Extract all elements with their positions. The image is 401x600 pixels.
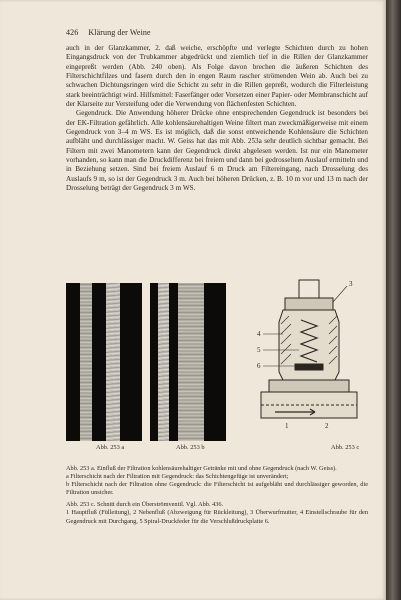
caption-253a: Abb. 253 a. Einfluß der Filtration kohlensäurehaltiger Getränke mit und ohne Gegendruck (nach W. Geiss).	[66, 465, 337, 472]
diagram-label-6: 6	[257, 362, 261, 370]
paragraph: auch in der Glanzkammer, 2. daß weiche, erschöpfte und verlegte Schichten durch zu hohen Eingangsdruck von der Trubkammer abgedrückt und ziemlich tief in die Rillen der Glanzkammer eingepreßt werden (Abb. 240 oben). Als Folge davon brechen die äußeren Schichten des Filterschichtfilzes und fasern durch den in engen Raum rascher strömenden Wein ab. Auch bei zu schwachen Dichtungsringen wird die Schicht zu sehr in die Rillen gepreßt, wodurch die Filterleistung stark beeinträchtigt wird. Hilfsmittel: Faserfänger oder Vorsetzen einer Papier- oder Membranschicht auf der Klarseite zur Versteifung oder die Verwendung von flächenfesten Schichten.	[66, 44, 368, 109]
diagram-label-2: 2	[325, 422, 329, 430]
figure-label-253c: Abb. 253 c	[331, 444, 360, 451]
figure-label-253b: Abb. 253 b	[176, 444, 205, 451]
caption-item-a: a Filterschicht nach der Filtration mit Gegendruck: das Schichtengefüge ist unverändert;	[66, 473, 289, 481]
diagram-label-3: 3	[349, 280, 353, 288]
diagram-label-5: 5	[257, 346, 261, 354]
running-header	[66, 28, 366, 37]
paragraph: Gegendruck. Die Anwendung höherer Drücke ohne entsprechenden Gegendruck ist besonders bei der EK-Filtration gefährlich. Alle kohlensäurehaltigen Weine filtert man zweckmäßigerweise mit einem Gegendruck von 3–4 m WS. Es ist möglich, daß die sonst entweichende Kohlensäure die Schichten aufbläht und durchlässiger macht. W. Geiss hat das mit Abb. 253a sehr deutlich sichtbar gemacht. Bei Filtern mit zwei Manometern kann der Gegendruck direkt abgelesen werden. Ist nur ein Manometer vorhanden, so kann man die Druckdifferenz bei freiem und dann bei gedrosseltem Auslauf ermitteln und in Beziehung setzen. Sind bei freiem Auslauf 6 m Druck am Filtereingang, nach Drosselung des Auslaufs 9 m, so ist der Gegendruck 3 m. Auch bei höheren Drücken, z. B. 10 m vor und 13 m nach der Drosselung beträgt der Gegendruck 3 m WS.	[66, 109, 368, 193]
book-spine	[386, 0, 401, 600]
filter-layer-photos	[66, 283, 226, 441]
figure-captions	[66, 465, 368, 526]
photo-253a	[66, 283, 142, 441]
figure-label-253a: Abb. 253 a	[96, 444, 125, 451]
caption-253c-legend: 1 Hauptfluß (Fülleitung), 2 Nebenfluß (Abzweigung für Rückleitung), 3 Überwurfmutter, 4 Einstellschraube für den Gegendruck mit Durchgang, 5 Spiral-Druckfeder für die Verschlußdruckplatte 6.	[66, 509, 368, 525]
diagram-label-4: 4	[257, 330, 261, 338]
running-title: Klärung der Weine	[88, 28, 151, 37]
valve-section-diagram	[255, 276, 367, 436]
photo-253b	[150, 283, 226, 441]
caption-253c: Abb. 253 c. Schnitt durch ein Überströmventil. Vgl. Abb. 436.	[66, 501, 224, 509]
body-text	[66, 44, 368, 194]
page-number: 426	[66, 28, 79, 37]
caption-item-b: b Filterschicht nach der Filtration ohne Gegendruck: die Filterschicht ist aufgebläht und durchlässiger geworden, die Filtration unsicher.	[66, 481, 368, 497]
diagram-label-1: 1	[285, 422, 289, 430]
